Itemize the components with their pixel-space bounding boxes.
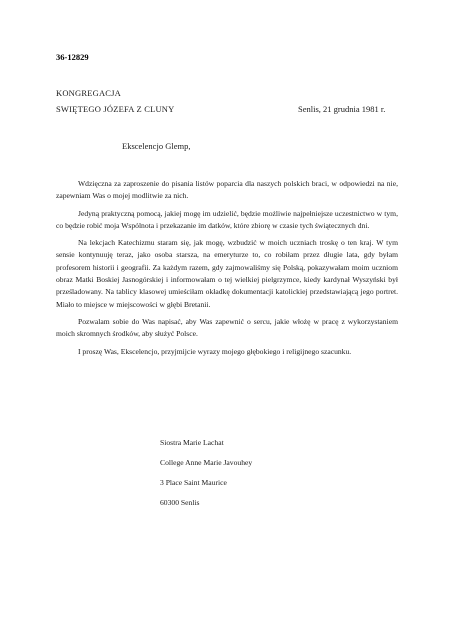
place-and-date: Senlis, 21 grudnia 1981 r.	[298, 104, 386, 114]
body-paragraph: Jedyną praktyczną pomocą, jakiej mogę im udzielić, będzie możliwie najpełniejsze uczestnictwo w tym, co będzie robić moja Wspólnota i przekazanie im datków, które zbiorę w czasie tych świątecznych dni.	[56, 208, 398, 230]
signature-street: 3 Place Saint Maurice	[160, 478, 227, 487]
signature-name: Siostra Marie Lachat	[160, 438, 224, 447]
sender-congregation: KONGREGACJA	[56, 88, 122, 98]
sender-congregation-name: SWIĘTEGO JÓZEFA Z CLUNY	[56, 104, 175, 114]
signature-institution: College Anne Marie Javouhey	[160, 458, 253, 467]
signature-city: 60300 Senlis	[160, 498, 200, 507]
letter-body	[56, 178, 398, 363]
salutation: Ekscelencjo Glemp,	[122, 141, 191, 151]
document-number: 36-12829	[56, 52, 89, 62]
body-paragraph: I proszę Was, Ekscelencjo, przyjmijcie wyrazy mojego głębokiego i religijnego szacunku.	[78, 346, 352, 356]
body-paragraph: Wdzięczna za zaproszenie do pisania listów poparcia dla naszych polskich braci, w odpowiedzi na nie, zapewniam Was o mojej modlitwie za nich.	[56, 179, 398, 201]
signature-block	[160, 433, 252, 513]
body-paragraph: Na lekcjach Katechizmu staram się, jak mogę, wzbudzić w moich uczniach troskę o ten kraj. W tym sensie kontynuuję teraz, jako osoba starsza, na emeryturze to, co robiłam przez długie lata, gdy byłam profesorem historii i geografii. Za każdym razem, gdy zajmowaliśmy się Polską, pokazywałam moim uczniom obraz Matki Boskiej Jasnogórskiej i informowałam o tej wielkiej pielgrzymce, kiedy kardynał Wyszyński był prześladowany. Na tablicy klasowej umieściłam okładkę dokumentacji katolickiej przedstawiającą jego portret. Miało to miejsce w miejscowości w głębi Bretanii.	[56, 238, 398, 309]
body-paragraph: Pozwalam sobie do Was napisać, aby Was zapewnić o sercu, jakie włożę w pracę z wykorzystaniem moich skromnych środków, aby służyć Polsce.	[56, 316, 398, 339]
